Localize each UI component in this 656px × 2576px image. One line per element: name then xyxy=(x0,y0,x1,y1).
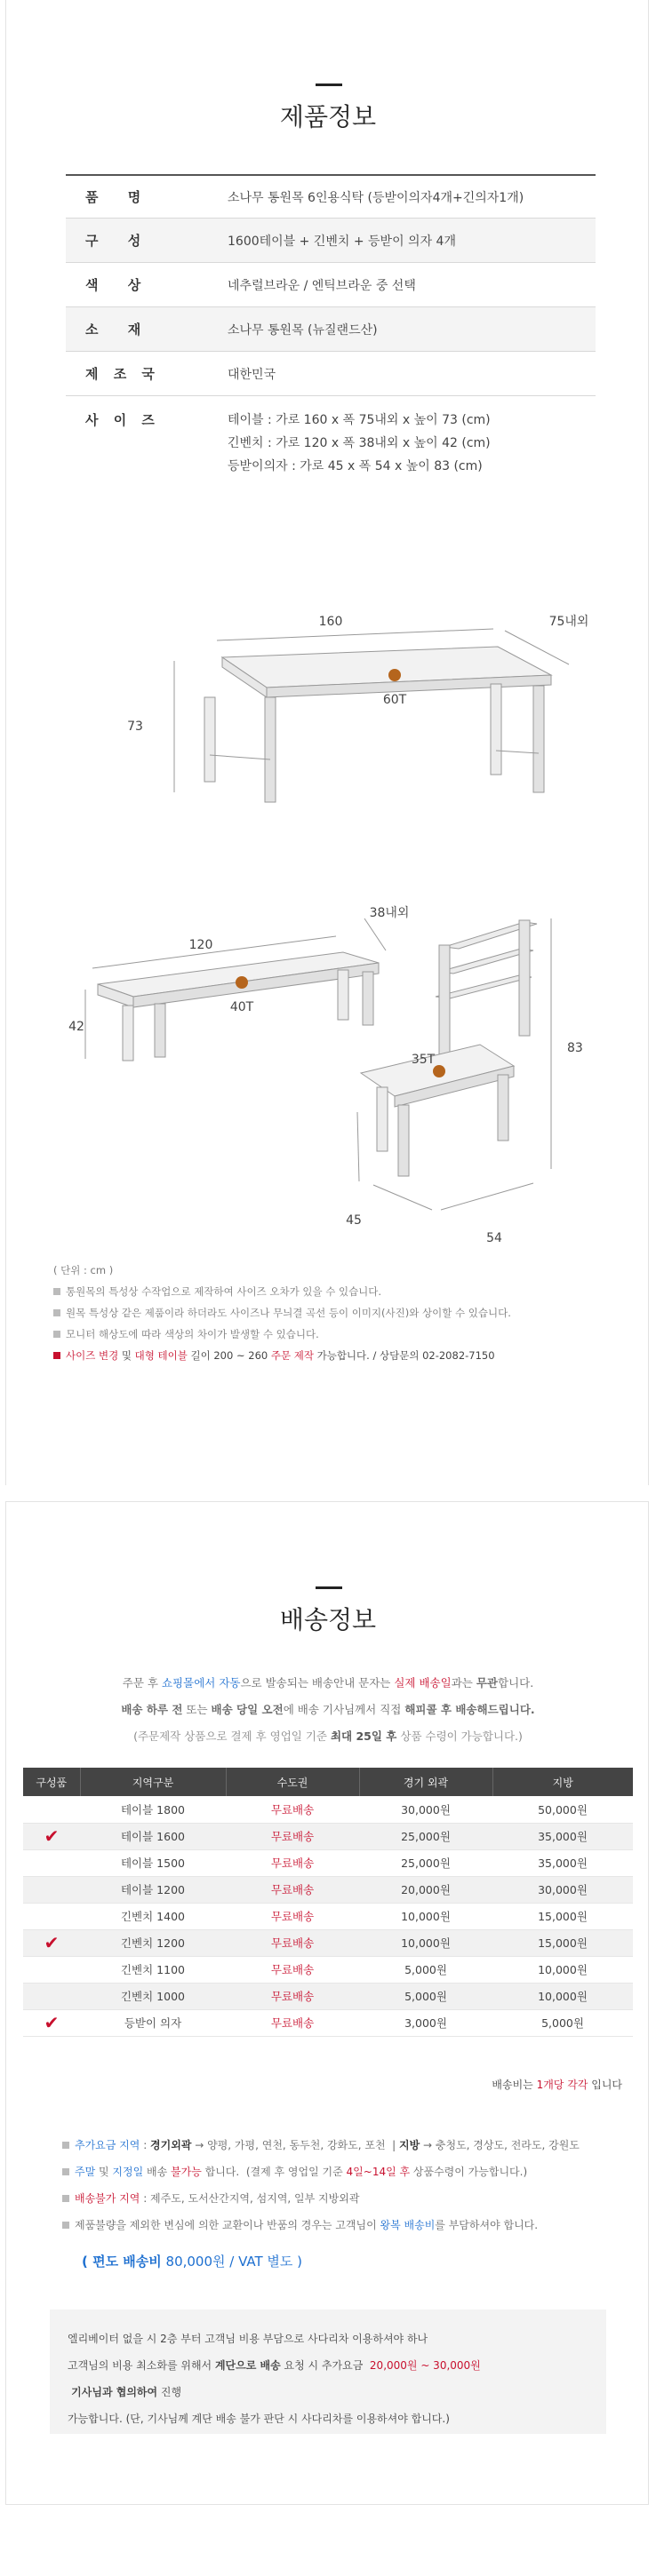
spec-label: 제 조 국 xyxy=(85,366,160,382)
table-cell: 긴벤치 1400 xyxy=(80,1903,226,1929)
intro-text: 최대 25일 후 xyxy=(330,1729,397,1743)
spec-row-color xyxy=(66,263,596,307)
size-notes xyxy=(53,1260,622,1366)
intro-line-3 xyxy=(0,1723,656,1750)
intro-text: 배송 하루 전 xyxy=(121,1703,183,1716)
note-text: 왕복 배송비 xyxy=(380,2219,436,2231)
bullet-square-icon xyxy=(53,1352,60,1359)
table-cell: 테이블 1500 xyxy=(80,1849,226,1876)
note-text: → 양평, 가평, 연천, 동두천, 강화도, 포천 | xyxy=(191,2139,400,2151)
table-header-row xyxy=(23,1768,633,1796)
table-cell: 5,000원 xyxy=(359,1956,492,1983)
bullet-square-icon xyxy=(62,2195,69,2202)
note-text: 합니다. (결제 후 영업일 기준 xyxy=(201,2166,347,2178)
furniture-dimension-diagram xyxy=(0,568,656,1244)
note-item xyxy=(53,1324,622,1345)
col-header: 지역구분 xyxy=(80,1768,226,1796)
intro-text: 에 배송 기사님께서 직접 xyxy=(283,1703,405,1716)
note-text: 배송 xyxy=(143,2166,172,2178)
unit-note: ( 단위 : cm ) xyxy=(53,1264,114,1276)
check-cell xyxy=(23,1823,80,1849)
custom-size-change: 사이즈 변경 xyxy=(66,1349,119,1362)
table-cell: 무료배송 xyxy=(226,1983,359,2009)
spec-value: 대한민국 xyxy=(228,367,276,382)
chair-drawing xyxy=(357,918,551,1210)
table-cell: 긴벤치 1000 xyxy=(80,1983,226,2009)
intro-text: 주문 후 xyxy=(122,1676,162,1690)
note-text: 제품불량을 제외한 변심에 의한 교환이나 반품의 경우는 고객님이 xyxy=(75,2219,380,2231)
chair-width-label: 45 xyxy=(346,1213,362,1228)
table-row xyxy=(23,1983,633,2009)
fee-label: ( 편도 배송비 xyxy=(82,2254,162,2270)
table-cell: 무료배송 xyxy=(226,1849,359,1876)
box-text: 20,000원 ~ 30,000원 xyxy=(369,2359,481,2372)
spec-label: 품 명 xyxy=(85,189,154,205)
note-text: 모니터 해상도에 따라 색상의 차이가 발생할 수 있습니다. xyxy=(66,1328,319,1340)
note-text: 원목 특성상 같은 제품이라 하더라도 사이즈나 무늬결 곡선 등이 이미지(사진)와 상이할 수 있습니다. xyxy=(66,1307,511,1319)
spec-label: 색 상 xyxy=(85,277,154,293)
table-body xyxy=(23,1796,633,2036)
note-text: 입니다 xyxy=(588,2079,622,2091)
bullet-square-icon xyxy=(62,2168,69,2175)
note-text: 추가요금 지역 xyxy=(75,2139,140,2151)
table-cell: 5,000원 xyxy=(492,2009,633,2036)
note-text: 를 부담하셔야 합니다. xyxy=(435,2219,539,2231)
table-cell: 15,000원 xyxy=(492,1903,633,1929)
note-text: 경기외곽 xyxy=(150,2139,192,2151)
bench-thickness-label: 40T xyxy=(229,1000,254,1014)
table-cell: 테이블 1600 xyxy=(80,1823,226,1849)
table-cell: 20,000원 xyxy=(359,1876,492,1903)
table-thickness-label: 60T xyxy=(382,693,407,707)
table-cell: 15,000원 xyxy=(492,1929,633,1956)
spec-row-name xyxy=(66,174,596,219)
shipping-intro xyxy=(0,1670,656,1750)
intro-text: 과는 xyxy=(451,1676,476,1690)
checkmark-icon: ✔ xyxy=(44,2012,60,2033)
note-text: 지방 xyxy=(399,2139,420,2151)
table-row xyxy=(23,1876,633,1903)
note-text: : 제주도, 도서산간지역, 섬지역, 일부 지방외곽 xyxy=(140,2192,360,2205)
check-cell xyxy=(23,1876,80,1903)
table-cell: 5,000원 xyxy=(359,1983,492,2009)
bench-height-label: 42 xyxy=(68,1020,84,1034)
table-cell: 긴벤치 1100 xyxy=(80,1956,226,1983)
note-text: 길이 200 ~ 260 xyxy=(187,1349,271,1362)
title-bar xyxy=(316,83,342,86)
intro-text: 또는 xyxy=(182,1703,212,1716)
spec-value: 소나무 통원목 6인용식탁 (등받이의자4개+긴의자1개) xyxy=(228,190,524,205)
one-way-fee xyxy=(82,2252,302,2270)
table-cell: 등받이 의자 xyxy=(80,2009,226,2036)
note-text: 불가능 xyxy=(171,2166,202,2178)
check-cell xyxy=(23,1903,80,1929)
fee-value: 80,000원 / VAT 별도 ) xyxy=(161,2254,303,2270)
bench-width-label: 120 xyxy=(188,938,213,952)
bullet-square-icon xyxy=(53,1309,60,1316)
check-cell xyxy=(23,1929,80,1956)
intro-text: 해피콜 후 배송해드립니다. xyxy=(404,1703,535,1716)
spec-row-composition xyxy=(66,219,596,263)
product-info-title: 제품정보 xyxy=(279,102,377,131)
check-cell xyxy=(23,1849,80,1876)
note-item xyxy=(53,1281,622,1302)
stair-delivery-box xyxy=(50,2310,606,2434)
intro-text: 합니다. xyxy=(498,1676,534,1690)
spec-label: 구 성 xyxy=(85,233,154,249)
note-text: 배송불가 지역 xyxy=(75,2192,140,2205)
chair-thickness-dot xyxy=(433,1065,445,1077)
bullet-square-icon xyxy=(62,2142,69,2149)
table-row xyxy=(23,1823,633,1849)
extra-note-item xyxy=(62,2132,631,2159)
table-cell: 무료배송 xyxy=(226,1929,359,1956)
table-cell: 무료배송 xyxy=(226,1796,359,1823)
spec-value: 소나무 통원목 (뉴질랜드산) xyxy=(228,322,378,338)
table-cell: 무료배송 xyxy=(226,1823,359,1849)
size-table: 테이블 : 가로 160 x 폭 75내외 x 높이 73 (cm) xyxy=(228,413,491,427)
table-cell: 무료배송 xyxy=(226,1876,359,1903)
spec-row-origin xyxy=(66,352,596,396)
custom-made-to-order: 주문 제작 xyxy=(270,1349,314,1362)
table-thickness-dot xyxy=(388,669,401,681)
intro-text: 무관 xyxy=(476,1676,498,1690)
intro-text: 으로 발송되는 배송안내 문자는 xyxy=(240,1676,395,1690)
table-drawing xyxy=(174,629,569,802)
note-text: 및 xyxy=(95,2166,113,2178)
box-text: 요청 시 추가요금 xyxy=(280,2359,370,2372)
table-cell: 10,000원 xyxy=(492,1956,633,1983)
table-cell: 10,000원 xyxy=(359,1903,492,1929)
box-text: 진행 xyxy=(157,2386,182,2398)
spec-label: 소 재 xyxy=(85,322,154,338)
note-text: 상품수령이 가능합니다.) xyxy=(410,2166,528,2178)
bench-depth-label: 38내외 xyxy=(369,906,410,920)
table-cell: 테이블 1200 xyxy=(80,1876,226,1903)
note-text: 1개당 각각 xyxy=(536,2079,588,2091)
col-header: 지방 xyxy=(492,1768,633,1796)
chair-depth-label: 54 xyxy=(486,1231,502,1244)
check-cell xyxy=(23,1796,80,1823)
box-text: 계단으로 배송 xyxy=(214,2359,281,2372)
table-width-label: 160 xyxy=(318,615,343,629)
check-cell xyxy=(23,1983,80,2009)
size-chair: 등받이의자 : 가로 45 x 폭 54 x 높이 83 (cm) xyxy=(228,459,483,473)
table-cell: 무료배송 xyxy=(226,1903,359,1929)
spec-value: 1600테이블 + 긴벤치 + 등받이 의자 4개 xyxy=(228,234,456,249)
note-item xyxy=(53,1302,622,1324)
table-cell: 테이블 1800 xyxy=(80,1796,226,1823)
table-cell: 10,000원 xyxy=(492,1983,633,2009)
check-cell xyxy=(23,1956,80,1983)
col-header: 구성품 xyxy=(23,1768,80,1796)
table-row xyxy=(23,1903,633,1929)
intro-text: 쇼핑몰에서 자동 xyxy=(161,1676,241,1690)
note-text: 4일~14일 후 xyxy=(346,2166,411,2178)
table-row xyxy=(23,1849,633,1876)
table-cell: 35,000원 xyxy=(492,1849,633,1876)
table-cell: 10,000원 xyxy=(359,1929,492,1956)
chair-thickness-label: 35T xyxy=(411,1053,436,1067)
note-text: 통원목의 특성상 수작업으로 제작하여 사이즈 오차가 있을 수 있습니다. xyxy=(66,1285,382,1298)
spec-row-material xyxy=(66,307,596,352)
spec-table xyxy=(66,174,596,485)
checkmark-icon: ✔ xyxy=(44,1932,60,1953)
table-row xyxy=(23,1956,633,1983)
box-text: 기사님과 협의하여 xyxy=(68,2386,158,2398)
shipping-info-title: 배송정보 xyxy=(279,1605,377,1634)
table-cell: 3,000원 xyxy=(359,2009,492,2036)
bullet-square-icon xyxy=(53,1288,60,1295)
bullet-square-icon xyxy=(62,2222,69,2229)
shipping-extra-notes xyxy=(62,2132,631,2238)
table-row xyxy=(23,1796,633,1823)
note-text: 배송비는 xyxy=(492,2079,537,2091)
shipping-fee-table xyxy=(23,1768,633,2037)
col-header: 경기 외곽 xyxy=(359,1768,492,1796)
bullet-square-icon xyxy=(53,1331,60,1338)
check-cell xyxy=(23,2009,80,2036)
fee-per-item-note xyxy=(0,2077,622,2092)
note-text: 주말 xyxy=(75,2166,96,2178)
title-bar xyxy=(316,1586,342,1589)
box-line-3: 가능합니다. (단, 기사님께 계단 배송 불가 판단 시 사다리차를 이용하셔야 합니다.) xyxy=(68,2413,450,2425)
spec-size-list xyxy=(228,409,596,478)
intro-text: 배송 당일 오전 xyxy=(211,1703,284,1716)
table-cell: 무료배송 xyxy=(226,1956,359,1983)
intro-text: 상품 수령이 가능합니다.) xyxy=(396,1729,523,1743)
intro-line-2 xyxy=(0,1697,656,1723)
chair-height-label: 83 xyxy=(567,1041,583,1055)
col-header: 수도권 xyxy=(226,1768,359,1796)
note-text: : xyxy=(140,2139,151,2151)
checkmark-icon: ✔ xyxy=(44,1825,60,1847)
extra-note-item xyxy=(62,2212,631,2238)
table-row xyxy=(23,2009,633,2036)
bench-thickness-dot xyxy=(236,976,248,989)
table-cell: 50,000원 xyxy=(492,1796,633,1823)
table-cell: 30,000원 xyxy=(492,1876,633,1903)
table-height-label: 73 xyxy=(127,720,143,734)
table-cell: 30,000원 xyxy=(359,1796,492,1823)
note-text: → 충청도, 경상도, 전라도, 강원도 xyxy=(420,2139,580,2151)
box-line-1: 엘리베이터 없을 시 2층 부터 고객님 비용 부담으로 사다리차 이용하셔야 하나 xyxy=(68,2333,428,2345)
table-depth-label: 75내외 xyxy=(548,615,589,629)
intro-text: (주문제작 상품으로 결제 후 영업일 기준 xyxy=(133,1729,331,1743)
table-cell: 25,000원 xyxy=(359,1849,492,1876)
box-line-2 xyxy=(68,2352,588,2405)
custom-order-note xyxy=(53,1345,622,1366)
note-text: 가능합니다. / 상담문의 02-2082-7150 xyxy=(313,1349,495,1362)
box-text: 고객님의 비용 최소화를 위해서 xyxy=(68,2359,215,2372)
table-cell: 무료배송 xyxy=(226,2009,359,2036)
table-row xyxy=(23,1929,633,1956)
note-text: 및 xyxy=(118,1349,135,1362)
spec-row-size xyxy=(66,396,596,485)
size-bench: 긴벤치 : 가로 120 x 폭 38내외 x 높이 42 (cm) xyxy=(228,436,491,450)
spec-label: 사 이 즈 xyxy=(85,412,160,428)
intro-text: 실제 배송일 xyxy=(394,1676,452,1690)
intro-line-1 xyxy=(0,1670,656,1697)
extra-note-item xyxy=(62,2159,631,2185)
bench-drawing xyxy=(85,918,386,1061)
table-cell: 긴벤치 1200 xyxy=(80,1929,226,1956)
note-text: 지정일 xyxy=(112,2166,144,2178)
custom-large-table: 대형 테이블 xyxy=(134,1349,188,1362)
extra-note-item xyxy=(62,2185,631,2212)
spec-value: 네추럴브라운 / 엔틱브라운 중 선택 xyxy=(228,278,416,293)
table-cell: 25,000원 xyxy=(359,1823,492,1849)
table-cell: 35,000원 xyxy=(492,1823,633,1849)
